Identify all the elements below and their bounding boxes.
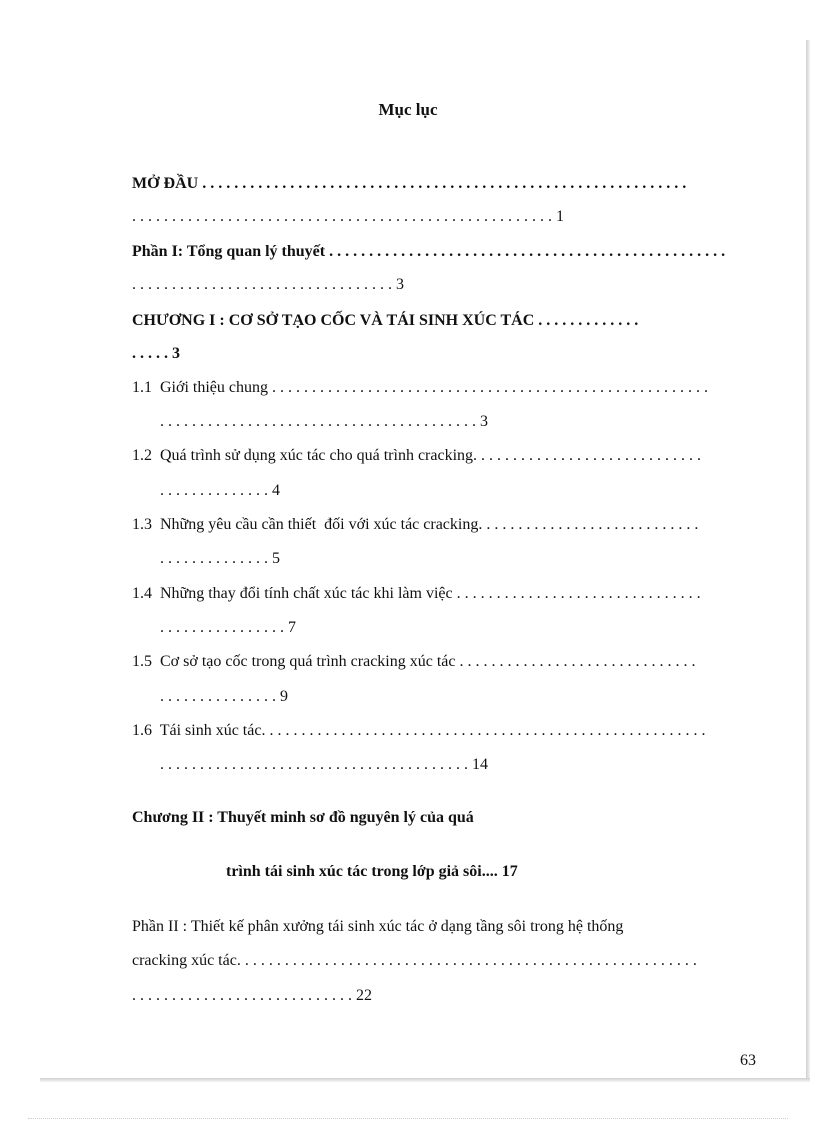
toc-entry-phan-2: Phần II : Thiết kế phân xưởng tái sinh xúc tác ở dạng tầng sôi trong hệ thống [132, 918, 624, 935]
toc-entry-1-3: 1.3 Những yêu cầu cần thiết đối với xúc tác cracking. . . . . . . . . . . . . . . . . . . . . . . . . . . . [132, 516, 699, 533]
toc-entry-chuong-2: Chương II : Thuyết minh sơ đồ nguyên lý của quá [132, 809, 474, 826]
toc-entry-1-1-cont: . . . . . . . . . . . . . . . . . . . . . . . . . . . . . . . . . . . . . . . . 3 [160, 413, 488, 430]
toc-entry-1-3-cont: . . . . . . . . . . . . . . 5 [160, 550, 280, 567]
toc-entry-mo-dau-cont: . . . . . . . . . . . . . . . . . . . . . . . . . . . . . . . . . . . . . . . . . . . . . . . . . . . . . 1 [132, 208, 564, 225]
toc-entry-chuong-1: CHƯƠNG I : CƠ SỞ TẠO CỐC VÀ TÁI SINH XÚC TÁC . . . . . . . . . . . . . [132, 312, 639, 329]
toc-entry-chuong-2-cont: trình tái sinh xúc tác trong lớp giả sôi.... 17 [226, 863, 518, 880]
toc-entry-1-5: 1.5 Cơ sở tạo cốc trong quá trình cracking xúc tác . . . . . . . . . . . . . . . . . . . . . . . . . . . . . . [132, 653, 696, 670]
toc-entry-1-4-cont: . . . . . . . . . . . . . . . . 7 [160, 619, 296, 636]
toc-entry-1-1: 1.1 Giới thiệu chung . . . . . . . . . . . . . . . . . . . . . . . . . . . . . . . . . . . . . . . . . . . . . . . . . . . . . . . [132, 379, 708, 396]
page-shadow-bottom [40, 1078, 810, 1082]
toc-entry-phan-1: Phần I: Tổng quan lý thuyết . . . . . . . . . . . . . . . . . . . . . . . . . . . . . . . . . . . . . . . . . . . . . . . . . . [132, 243, 726, 260]
toc-entry-phan-2-cont2: . . . . . . . . . . . . . . . . . . . . . . . . . . . . 22 [132, 987, 372, 1004]
toc-entry-1-6-cont: . . . . . . . . . . . . . . . . . . . . . . . . . . . . . . . . . . . . . . . 14 [160, 756, 488, 773]
page-title: Mục lục [378, 100, 438, 119]
toc-entry-1-2: 1.2 Quá trình sử dụng xúc tác cho quá trình cracking. . . . . . . . . . . . . . . . . . . . . . . . . . . . . [132, 447, 702, 464]
toc-entry-1-5-cont: . . . . . . . . . . . . . . . 9 [160, 688, 288, 705]
page-number: 63 [740, 1052, 756, 1069]
toc-entry-1-6: 1.6 Tái sinh xúc tác. . . . . . . . . . . . . . . . . . . . . . . . . . . . . . . . . . . . . . . . . . . . . . . . . . . . . . . . [132, 722, 706, 739]
toc-entry-phan-2-cont: cracking xúc tác. . . . . . . . . . . . . . . . . . . . . . . . . . . . . . . . . . . . . . . . . . . . . . . . . . . . . . . . . . [132, 952, 697, 969]
toc-entry-1-2-cont: . . . . . . . . . . . . . . 4 [160, 482, 280, 499]
toc-entry-1-4: 1.4 Những thay đổi tính chất xúc tác khi làm việc . . . . . . . . . . . . . . . . . . . . . . . . . . . . . . . [132, 585, 701, 602]
toc-entry-chuong-1-cont: . . . . . 3 [132, 345, 180, 362]
toc-entry-phan-1-cont: . . . . . . . . . . . . . . . . . . . . . . . . . . . . . . . . . 3 [132, 276, 404, 293]
toc-entry-mo-dau: MỞ ĐẦU . . . . . . . . . . . . . . . . . . . . . . . . . . . . . . . . . . . . . . . . . . . . . . . . . . . . . . . . . . . . . [132, 175, 687, 192]
page-bottom-edge [28, 1118, 788, 1119]
page-shadow-right [806, 40, 810, 1080]
